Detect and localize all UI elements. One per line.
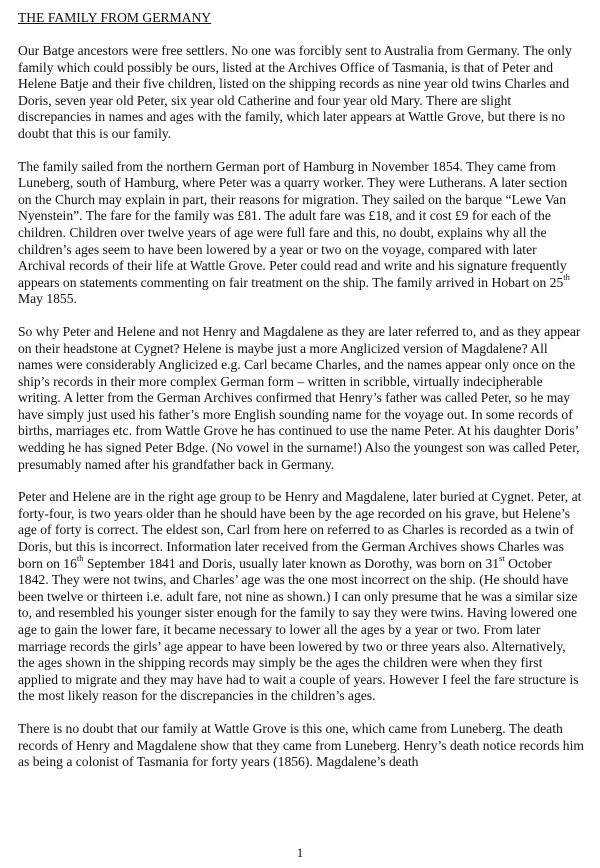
page-number: 1 [296, 845, 304, 860]
ordinal-suffix: th [563, 272, 570, 283]
paragraph-voyage-text-b: May 1855. [18, 291, 77, 307]
ordinal-suffix: th [76, 553, 84, 564]
paragraph-names: So why Peter and Helene and not Henry and Magdalene as they are later referred to, and as they appear on their headstone at Cygnet? Helene is maybe just a more Anglicized version of Magdalene? All names were considerably Anglicized e.g. Carl became Charles, and the names appear only once on the ship’s records in their more complex German form – written in scribble, virtually indecipherable writing. A letter from the German Archives confirmed that Henry’s father was called Peter, so he may have simply just used his father’s more English sounding name for the voyage out. In some records of births, marriages etc. from Wattle Grove he has continued to use the name Peter. At his daughter Doris’ wedding he has signed Peter Bdge. (No vowel in the surname!) Also the youngest son was called Peter, presumably named after his grandfather back in Germany. [18, 323, 581, 472]
paragraph-ages-text-a: Peter and Helene are in the right age group to be Henry and Magdalene, later buried at Cygnet. Peter, at forty-four, is two years older than he should have been by the age recorded on his grave, but Helene’s age of forty is correct. The eldest son, Carl from here on referred to as Charles is recorded as a twin of Doris, but this is incorrect. Information later received from the German Archives shows Charles was born on 16 [18, 489, 582, 571]
paragraph-luneberg: There is no doubt that our family at Wattle Grove is this one, which came from Luneberg. The death records of Henry and Magdalene show that they came from Luneberg. Henry’s death notice records him as being a colonist of Tasmania for forty years (1856). Magdalene’s death [18, 720, 584, 770]
document-page [18, 10, 584, 787]
paragraph-voyage [18, 159, 584, 308]
paragraph-free-settlers: Our Batge ancestors were free settlers. No one was forcibly sent to Australia from Germany. The only family which could possibly be ours, listed at the Archives Office of Tasmania, is that of Peter and Helene Batje and their five children, listed on the shipping records as nine year old twins Charles and Doris, seven year old Peter, six year old Catherine and four year old Mary. There are slight discrepancies in names and ages with the family, which later appears at Wattle Grove, but there is no doubt that this is our family. [18, 43, 572, 141]
document-title: THE FAMILY FROM GERMANY [18, 10, 212, 25]
paragraph-ages-text-b: September 1841 and Doris, usually later known as Dorothy, was born on 31 [83, 555, 500, 571]
paragraph-ages [18, 489, 584, 705]
paragraph-ages-text-c: October 1842. They were not twins, and Charles’ age was the one most incorrect on the ship. (He should have been twelve or thirteen i.e. adult fare, not nine as shown.) I can only presume that he was a similar size to, and resembled his younger sister enough for the family to say they were twins. Having lowered one age to gain the lower fare, it became necessary to lower all the ages by a year or two. From later marriage records the girls’ age appear to have been lowered by two or three years also. Alternatively, the ages shown in the shipping records may simply be the ages the children were when they first applied to migrate and they may have had to wait a couple of years. However I feel the fare structure is the most likely reason for the discrepancies in the children’s ages. [18, 555, 579, 704]
ordinal-suffix: st [499, 553, 505, 564]
paragraph-voyage-text-a: The family sailed from the northern German port of Hamburg in November 1854. They came from Luneberg, south of Hamburg, where Peter was a quarry worker. They were Lutherans. A later section on the Church may explain in part, their reasons for migration. They sailed on the barque “Lewe Van Nyenstein”. The fare for the family was £81. The adult fare was £18, and it cost £9 for each of the children. Children over twelve years of age were full fare and this, no doubt, explains why all the children’s ages seem to have been lowered by a year or two on the voyage, compared with later Archival records of their life at Wattle Grove. Peter could read and write and his signature frequently appears on statements commenting on fair treatment on the ship. The family arrived in Hobart on 25 [18, 158, 568, 290]
